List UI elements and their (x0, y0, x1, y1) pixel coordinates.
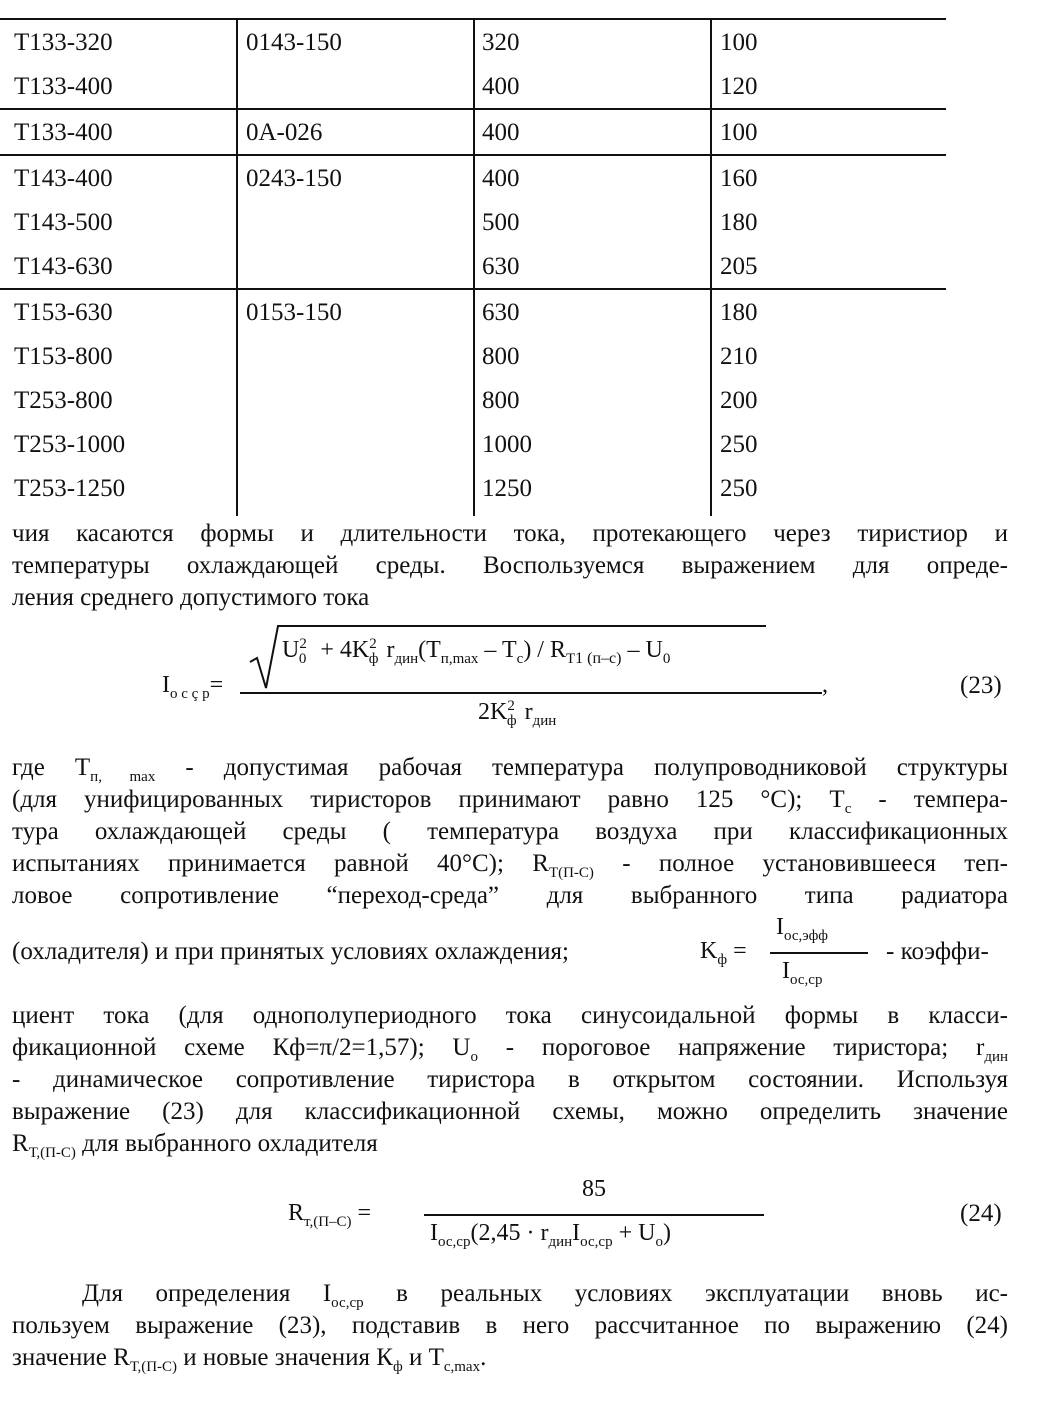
cell-value: 180 (720, 209, 758, 236)
eq-sub: T (565, 650, 576, 667)
eq-sub: 1 (п–с) (575, 649, 622, 667)
eq-term: U (282, 637, 300, 663)
cell-current: 1250 (482, 475, 532, 502)
eq-sub: ф (506, 712, 517, 729)
eq-term: ) (662, 1220, 671, 1246)
cell-type: Т253-1250 (14, 475, 126, 502)
text-run: Для определения I (82, 1280, 332, 1307)
eq-sub: п,max (440, 650, 479, 667)
cell-type: Т133-320 (14, 29, 113, 56)
eq-lhs-sub: о с ç р (170, 685, 210, 702)
cell-type: Т153-800 (14, 343, 113, 370)
eq-lhs: I (162, 672, 170, 698)
text-sub: с,max (443, 1359, 481, 1375)
cell-current: 320 (482, 29, 520, 56)
text-run: (для унифицированных тиристоров принимают равно 125 °С); T (12, 786, 845, 813)
paragraph-intro (12, 518, 1008, 614)
cell-value: 120 (720, 73, 758, 100)
text-line (12, 1128, 1008, 1160)
text-run: - темпера- (851, 786, 1008, 813)
eq-sub: ос,ср (790, 971, 823, 988)
table-column-divider (473, 18, 475, 516)
text-run: R (12, 1130, 29, 1157)
cell-current: 400 (482, 73, 520, 100)
text-line: тура охлаждающей среды ( температура воздуха при классификационных (12, 818, 1008, 845)
fraction-bar (424, 1214, 764, 1216)
eq23-numerator (282, 636, 670, 668)
eq-sub: ф (368, 650, 379, 667)
eq-term: I (776, 914, 784, 940)
text-run: испытаниях принимается равной 40°С); R (12, 850, 549, 877)
table-column-divider (710, 18, 712, 516)
text-line (12, 1342, 1008, 1374)
eq-sub: дин (532, 712, 557, 729)
eq24-denominator (430, 1220, 671, 1251)
eq-sub: о (655, 1233, 663, 1250)
cell-current: 500 (482, 209, 520, 236)
fraction-bar (770, 952, 868, 954)
paragraph-current-factor (12, 1000, 1008, 1160)
eq-term: + 4K (320, 637, 370, 663)
eq-term: – U (627, 637, 663, 663)
eq-sup: 2 (299, 636, 307, 652)
text-line (12, 784, 1008, 816)
eq-term: – T (484, 637, 517, 663)
cell-current: 630 (482, 299, 520, 326)
cell-type: Т253-1000 (14, 431, 126, 458)
text-line: температуры охлаждающей среды. Воспользуемся выражением для опреде- (12, 552, 1008, 579)
kf-denominator (782, 958, 822, 989)
cell-value: 160 (720, 165, 758, 192)
kf-numerator (776, 914, 828, 945)
eq-sup: 2 (507, 698, 515, 714)
cell-cooler: 0143-150 (246, 29, 342, 56)
eq-term: (2,45 · r (470, 1220, 549, 1246)
eq-sup: 2 (369, 636, 377, 652)
cell-value: 100 (720, 119, 758, 146)
paragraph-definitions (12, 752, 1008, 912)
eq-sub: дин (548, 1233, 573, 1250)
eq-term: ) / R (523, 637, 566, 663)
text-run: - полное установившееся теп- (593, 850, 1008, 877)
cell-value: 205 (720, 253, 758, 280)
text-line: ловое сопротивление “переход-среда” для выбранного типа радиатора (12, 882, 1008, 909)
eq-sub: дин (394, 650, 419, 667)
text-run: - допустимая рабочая температура полупроводниковой структуры (155, 754, 1008, 781)
text-sub: с (844, 801, 852, 817)
eq-term: I (572, 1220, 581, 1246)
text-sub: п, max (90, 769, 156, 785)
eq-term: R (288, 1200, 305, 1226)
text-line: ления среднего допустимого тока (12, 584, 370, 611)
text-sub: ос,ср (331, 1295, 364, 1311)
cell-cooler: 0А-026 (246, 119, 323, 146)
eq-sub: ос,ср (438, 1233, 471, 1250)
text-sub: ф (392, 1359, 403, 1375)
cell-value: 180 (720, 299, 758, 326)
text-sub: дин (984, 1049, 1008, 1065)
text-run: где T (12, 754, 91, 781)
eq-comma: , (822, 672, 828, 698)
text-run: и T (402, 1344, 444, 1371)
text-line: выражение (23) для классификационной схемы, можно определить значение (12, 1098, 1008, 1125)
text-line: - динамическое сопротивление тиристора в открытом состоянии. Используя (12, 1066, 1008, 1093)
cell-type: Т153-630 (14, 299, 113, 326)
text-line (12, 752, 1008, 784)
cell-type: Т143-400 (14, 165, 113, 192)
equation-number: (24) (960, 1200, 1002, 1227)
eq-sub: ос,эфф (784, 927, 828, 944)
text-run: - пороговое напряжение тиристора; r (477, 1034, 985, 1061)
text-line (12, 1032, 1008, 1064)
eq-term: K (700, 938, 718, 964)
eq-term: r (524, 699, 533, 725)
cell-current: 1000 (482, 431, 532, 458)
text-sub: о (470, 1049, 478, 1065)
eq24-numerator: 85 (582, 1176, 606, 1202)
paragraph-closing (12, 1278, 1008, 1374)
eq-term: 2K (478, 699, 508, 725)
eq-term: + U (618, 1220, 656, 1246)
cell-value: 100 (720, 29, 758, 56)
text-run: - коэффи- (886, 938, 989, 965)
text-sub: Т(П-С) (548, 865, 594, 881)
eq-term: r (386, 637, 395, 663)
text-run: значение R (12, 1344, 130, 1371)
text-line (12, 848, 1008, 880)
eq-sub: 0 (662, 650, 671, 667)
cell-type: Т133-400 (14, 73, 113, 100)
eq-sub: т,(П–С) (304, 1213, 352, 1230)
eq-sub: c (516, 650, 524, 667)
cell-current: 400 (482, 165, 520, 192)
cell-value: 210 (720, 343, 758, 370)
equals-sign: = (357, 1200, 372, 1226)
text-run: и новые значения К (177, 1344, 393, 1371)
eq24-lhs (288, 1200, 371, 1231)
cell-current: 800 (482, 343, 520, 370)
eq-term: (T (418, 637, 441, 663)
text-run: . (480, 1344, 487, 1371)
cell-value: 250 (720, 475, 758, 502)
cell-type: Т143-500 (14, 209, 113, 236)
text-line: (охладителя) и при принятых условиях охлаждения; (12, 938, 569, 965)
cell-value: 200 (720, 387, 758, 414)
cell-current: 630 (482, 253, 520, 280)
cell-type: Т253-800 (14, 387, 113, 414)
fraction-bar (240, 692, 822, 694)
equation-number: (23) (960, 672, 1002, 699)
cell-cooler: 0153-150 (246, 299, 342, 326)
text-run: для выбранного охладителя (75, 1130, 378, 1157)
eq-sub: 0 (298, 650, 307, 667)
cell-type: Т143-630 (14, 253, 113, 280)
text-run: в реальных условиях эксплуатации вновь ис- (363, 1280, 1008, 1307)
text-line (12, 1278, 1008, 1310)
equals-sign: = (209, 672, 224, 698)
text-sub: Т,(П-С) (129, 1359, 178, 1375)
cell-value: 250 (720, 431, 758, 458)
eq-sub: ф (717, 951, 728, 968)
cell-current: 800 (482, 387, 520, 414)
eq-sub: ос,ср (580, 1233, 613, 1250)
text-run: фикационной схеме Кф=π/2=1,57); U (12, 1034, 471, 1061)
eq23-denominator (478, 698, 556, 730)
text-line: пользуем выражение (23), подставив в него рассчитанное по выражению (24) (12, 1312, 1008, 1339)
text-sub: Т,(П-С) (28, 1145, 76, 1161)
kf-lhs: $K_ф$ = (700, 938, 747, 968)
eq-term: I (430, 1220, 438, 1246)
cell-type: Т133-400 (14, 119, 113, 146)
text-line: чия касаются формы и длительности тока, протекающего через тиристиор и (12, 520, 1008, 547)
eq-term: I (782, 958, 790, 984)
text-line: циент тока (для однополупериодного тока синусоидальной формы в класси- (12, 1002, 1008, 1029)
cell-cooler: 0243-150 (246, 165, 342, 192)
table-column-divider (236, 18, 238, 516)
cell-current: 400 (482, 119, 520, 146)
